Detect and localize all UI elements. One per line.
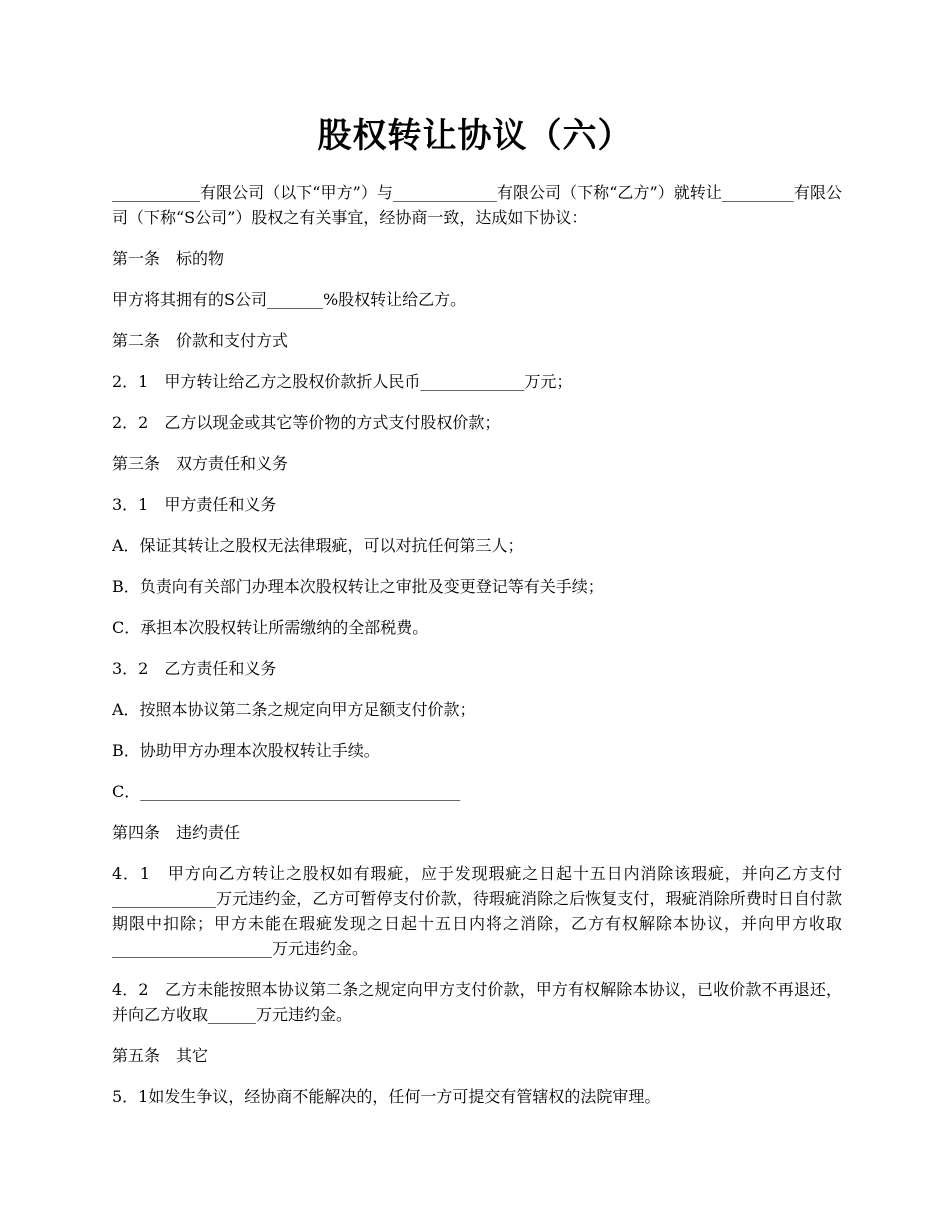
article-4-heading: 第四条 违约责任 [112,823,241,842]
clause-2-1: 2．1 甲方转让给乙方之股权价款折人民币_____________万元； [112,372,573,391]
document-title: 股权转让协议（六） [317,116,633,156]
clause-5-1: 5．1如发生争议，经协商不能解决的，任何一方可提交有管辖权的法院审理。 [112,1087,661,1106]
article-3-heading: 第三条 双方责任和义务 [112,454,289,473]
clause-3-2-b: B．协助甲方办理本次股权转让手续。 [112,741,380,760]
article-1-text: 甲方将其拥有的S公司_______%股权转让给乙方。 [112,290,467,309]
document-body [112,180,842,1125]
clause-4-2: 4．2 乙方未能按照本协议第二条之规定向甲方支付价款，甲方有权解除本协议，已收价款不再退还，并向乙方收取______万元违约金。 [112,980,842,1024]
clause-4-1: 4．1 甲方向乙方转让之股权如有瑕疵，应于发现瑕疵之日起十五日内消除该瑕疵，并向乙方支付_____________万元违约金，乙方可暂停支付价款，待瑕疵消除之后恢复支付，瑕疵消除所费时日自付款期限中扣除；甲方未能在瑕疵发现之日起十五日内将之消除，乙方有权解除本协议，并向甲方收取____________________万元违约金。 [112,864,842,958]
preamble-paragraph: ___________有限公司（以下“甲方”）与_____________有限公司（下称“乙方”）就转让_________有限公司（下称“S公司”）股权之有关事宜，经协商一致，达成如下协议： [112,183,842,227]
clause-3-1: 3．1 甲方责任和义务 [112,495,277,514]
article-2-heading: 第二条 价款和支付方式 [112,331,289,350]
clause-3-1-c: C．承担本次股权转让所需缴纳的全部税费。 [112,618,429,637]
clause-3-1-b: B．负责向有关部门办理本次股权转让之审批及变更登记等有关手续； [112,577,604,596]
clause-3-2: 3．2 乙方责任和义务 [112,659,277,678]
clause-3-1-a: A．保证其转让之股权无法律瑕疵，可以对抗任何第三人； [112,536,524,555]
article-5-heading: 第五条 其它 [112,1046,209,1065]
clause-3-2-c: C．________________________________________ [112,782,461,801]
clause-3-2-a: A．按照本协议第二条之规定向甲方足额支付价款； [112,700,476,719]
clause-2-2: 2．2 乙方以现金或其它等价物的方式支付股权价款； [112,413,501,432]
article-1-heading: 第一条 标的物 [112,249,225,268]
